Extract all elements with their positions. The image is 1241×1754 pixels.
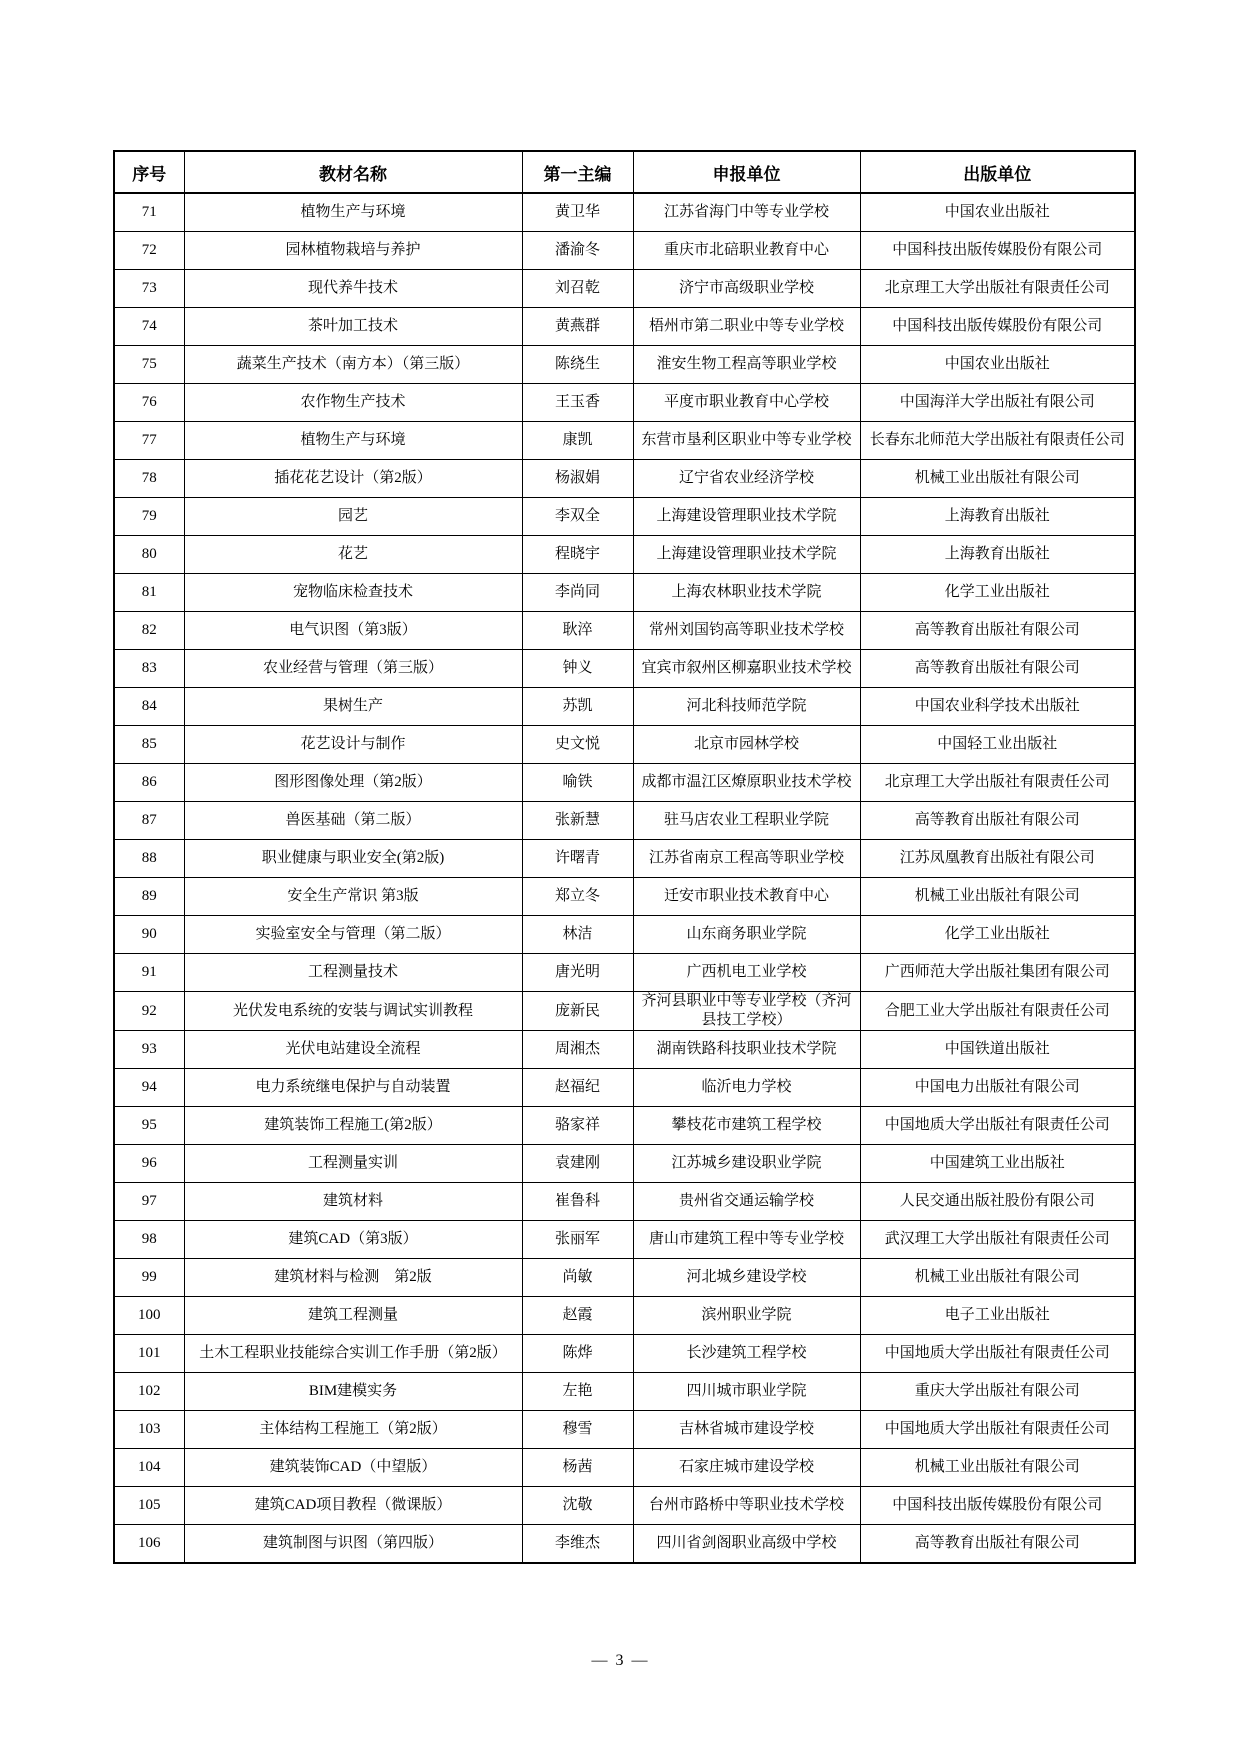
cell-serial-number: 73 [114,270,184,308]
cell-textbook-title: 茶叶加工技术 [184,308,522,346]
table-row [114,650,1135,688]
cell-publisher-unit: 机械工业出版社有限公司 [860,460,1135,498]
cell-chief-editor: 杨茜 [522,1449,633,1487]
cell-serial-number: 106 [114,1525,184,1564]
cell-chief-editor: 喻铁 [522,764,633,802]
table-row [114,1335,1135,1373]
cell-applicant-unit: 北京市园林学校 [633,726,860,764]
table-row [114,270,1135,308]
table-body [114,193,1135,1563]
cell-chief-editor: 程晓宇 [522,536,633,574]
cell-textbook-title: 花艺设计与制作 [184,726,522,764]
cell-applicant-unit: 驻马店农业工程职业学院 [633,802,860,840]
cell-publisher-unit: 中国农业出版社 [860,193,1135,232]
cell-chief-editor: 钟义 [522,650,633,688]
cell-chief-editor: 陈烨 [522,1335,633,1373]
cell-serial-number: 72 [114,232,184,270]
cell-publisher-unit: 江苏凤凰教育出版社有限公司 [860,840,1135,878]
cell-applicant-unit: 平度市职业教育中心学校 [633,384,860,422]
cell-publisher-unit: 中国科技出版传媒股份有限公司 [860,1487,1135,1525]
column-header-publisher: 出版单位 [860,151,1135,193]
cell-applicant-unit: 长沙建筑工程学校 [633,1335,860,1373]
cell-serial-number: 105 [114,1487,184,1525]
cell-applicant-unit: 广西机电工业学校 [633,954,860,992]
cell-chief-editor: 黄燕群 [522,308,633,346]
cell-textbook-title: 现代养牛技术 [184,270,522,308]
cell-applicant-unit: 攀枝花市建筑工程学校 [633,1107,860,1145]
table-row [114,1373,1135,1411]
cell-chief-editor: 庞新民 [522,992,633,1031]
cell-textbook-title: 安全生产常识 第3版 [184,878,522,916]
table-row [114,460,1135,498]
cell-applicant-unit: 河北城乡建设学校 [633,1259,860,1297]
cell-serial-number: 101 [114,1335,184,1373]
table-row [114,1145,1135,1183]
cell-textbook-title: 农业经营与管理（第三版） [184,650,522,688]
cell-chief-editor: 郑立冬 [522,878,633,916]
cell-serial-number: 100 [114,1297,184,1335]
cell-serial-number: 102 [114,1373,184,1411]
cell-chief-editor: 沈敬 [522,1487,633,1525]
cell-chief-editor: 黄卫华 [522,193,633,232]
column-header-applicant: 申报单位 [633,151,860,193]
table-row [114,688,1135,726]
table-row [114,1449,1135,1487]
cell-chief-editor: 王玉香 [522,384,633,422]
cell-serial-number: 95 [114,1107,184,1145]
cell-publisher-unit: 中国科技出版传媒股份有限公司 [860,308,1135,346]
cell-publisher-unit: 机械工业出版社有限公司 [860,878,1135,916]
cell-chief-editor: 陈绕生 [522,346,633,384]
cell-textbook-title: 蔬菜生产技术（南方本）（第三版） [184,346,522,384]
cell-publisher-unit: 高等教育出版社有限公司 [860,1525,1135,1564]
cell-textbook-title: 光伏电站建设全流程 [184,1031,522,1069]
cell-publisher-unit: 中国科技出版传媒股份有限公司 [860,232,1135,270]
table-row [114,1069,1135,1107]
cell-serial-number: 76 [114,384,184,422]
cell-textbook-title: 建筑材料 [184,1183,522,1221]
cell-textbook-title: 果树生产 [184,688,522,726]
cell-serial-number: 92 [114,992,184,1031]
cell-publisher-unit: 中国地质大学出版社有限责任公司 [860,1335,1135,1373]
page-number: — 3 — [591,1652,650,1669]
cell-applicant-unit: 滨州职业学院 [633,1297,860,1335]
cell-chief-editor: 刘召乾 [522,270,633,308]
cell-serial-number: 82 [114,612,184,650]
cell-serial-number: 77 [114,422,184,460]
cell-chief-editor: 赵福纪 [522,1069,633,1107]
cell-serial-number: 97 [114,1183,184,1221]
cell-chief-editor: 袁建刚 [522,1145,633,1183]
cell-chief-editor: 林洁 [522,916,633,954]
cell-publisher-unit: 合肥工业大学出版社有限责任公司 [860,992,1135,1031]
cell-chief-editor: 史文悦 [522,726,633,764]
cell-applicant-unit: 唐山市建筑工程中等专业学校 [633,1221,860,1259]
table-row [114,498,1135,536]
cell-publisher-unit: 武汉理工大学出版社有限责任公司 [860,1221,1135,1259]
cell-applicant-unit: 台州市路桥中等职业技术学校 [633,1487,860,1525]
cell-serial-number: 78 [114,460,184,498]
cell-chief-editor: 尚敏 [522,1259,633,1297]
cell-applicant-unit: 齐河县职业中等专业学校（齐河县技工学校） [633,992,860,1031]
cell-publisher-unit: 长春东北师范大学出版社有限责任公司 [860,422,1135,460]
cell-publisher-unit: 中国地质大学出版社有限责任公司 [860,1107,1135,1145]
cell-applicant-unit: 宜宾市叙州区柳嘉职业技术学校 [633,650,860,688]
column-header-editor: 第一主编 [522,151,633,193]
cell-chief-editor: 苏凯 [522,688,633,726]
cell-textbook-title: 职业健康与职业安全(第2版) [184,840,522,878]
cell-serial-number: 93 [114,1031,184,1069]
cell-serial-number: 81 [114,574,184,612]
cell-applicant-unit: 辽宁省农业经济学校 [633,460,860,498]
table-row [114,1031,1135,1069]
cell-serial-number: 83 [114,650,184,688]
table-row [114,954,1135,992]
cell-publisher-unit: 电子工业出版社 [860,1297,1135,1335]
cell-serial-number: 103 [114,1411,184,1449]
cell-chief-editor: 李尚同 [522,574,633,612]
cell-chief-editor: 穆雪 [522,1411,633,1449]
cell-textbook-title: 建筑制图与识图（第四版） [184,1525,522,1564]
cell-serial-number: 85 [114,726,184,764]
cell-textbook-title: 建筑工程测量 [184,1297,522,1335]
cell-textbook-title: 植物生产与环境 [184,422,522,460]
table-row [114,1297,1135,1335]
cell-publisher-unit: 中国农业科学技术出版社 [860,688,1135,726]
cell-applicant-unit: 四川城市职业学院 [633,1373,860,1411]
cell-applicant-unit: 迁安市职业技术教育中心 [633,878,860,916]
cell-applicant-unit: 石家庄城市建设学校 [633,1449,860,1487]
cell-chief-editor: 赵霞 [522,1297,633,1335]
cell-textbook-title: 宠物临床检查技术 [184,574,522,612]
table-row [114,612,1135,650]
cell-serial-number: 75 [114,346,184,384]
cell-applicant-unit: 江苏省南京工程高等职业学校 [633,840,860,878]
table-row [114,992,1135,1031]
cell-applicant-unit: 湖南铁路科技职业技术学院 [633,1031,860,1069]
cell-publisher-unit: 北京理工大学出版社有限责任公司 [860,270,1135,308]
cell-textbook-title: 工程测量技术 [184,954,522,992]
cell-publisher-unit: 北京理工大学出版社有限责任公司 [860,764,1135,802]
cell-publisher-unit: 中国地质大学出版社有限责任公司 [860,1411,1135,1449]
cell-chief-editor: 唐光明 [522,954,633,992]
table-row [114,574,1135,612]
cell-publisher-unit: 上海教育出版社 [860,498,1135,536]
table-row [114,1487,1135,1525]
cell-serial-number: 84 [114,688,184,726]
cell-applicant-unit: 贵州省交通运输学校 [633,1183,860,1221]
cell-textbook-title: 园林植物栽培与养护 [184,232,522,270]
textbook-approval-table [113,150,1136,1564]
cell-textbook-title: 土木工程职业技能综合实训工作手册（第2版） [184,1335,522,1373]
cell-serial-number: 80 [114,536,184,574]
cell-chief-editor: 许曙青 [522,840,633,878]
cell-textbook-title: 主体结构工程施工（第2版） [184,1411,522,1449]
table-row [114,536,1135,574]
table-row [114,1259,1135,1297]
table-row [114,384,1135,422]
cell-applicant-unit: 上海建设管理职业技术学院 [633,536,860,574]
cell-serial-number: 90 [114,916,184,954]
table-row [114,232,1135,270]
cell-chief-editor: 张新慧 [522,802,633,840]
cell-applicant-unit: 济宁市高级职业学校 [633,270,860,308]
cell-serial-number: 88 [114,840,184,878]
cell-serial-number: 79 [114,498,184,536]
cell-applicant-unit: 梧州市第二职业中等专业学校 [633,308,860,346]
cell-serial-number: 74 [114,308,184,346]
cell-publisher-unit: 机械工业出版社有限公司 [860,1449,1135,1487]
table-header-row [114,151,1135,193]
table-row [114,840,1135,878]
table-row [114,764,1135,802]
column-header-title: 教材名称 [184,151,522,193]
table-row [114,726,1135,764]
table-row [114,1183,1135,1221]
cell-textbook-title: 建筑装饰CAD（中望版） [184,1449,522,1487]
cell-applicant-unit: 东营市垦利区职业中等专业学校 [633,422,860,460]
cell-textbook-title: 电气识图（第3版） [184,612,522,650]
cell-publisher-unit: 人民交通出版社股份有限公司 [860,1183,1135,1221]
cell-textbook-title: 园艺 [184,498,522,536]
cell-applicant-unit: 江苏城乡建设职业学院 [633,1145,860,1183]
cell-applicant-unit: 上海建设管理职业技术学院 [633,498,860,536]
cell-chief-editor: 康凯 [522,422,633,460]
cell-chief-editor: 李双全 [522,498,633,536]
table-row [114,308,1135,346]
cell-applicant-unit: 临沂电力学校 [633,1069,860,1107]
cell-publisher-unit: 上海教育出版社 [860,536,1135,574]
cell-chief-editor: 李维杰 [522,1525,633,1564]
cell-textbook-title: 植物生产与环境 [184,193,522,232]
cell-publisher-unit: 高等教育出版社有限公司 [860,650,1135,688]
cell-serial-number: 89 [114,878,184,916]
cell-applicant-unit: 吉林省城市建设学校 [633,1411,860,1449]
cell-textbook-title: BIM建模实务 [184,1373,522,1411]
cell-applicant-unit: 上海农林职业技术学院 [633,574,860,612]
column-header-no: 序号 [114,151,184,193]
cell-textbook-title: 插花花艺设计（第2版） [184,460,522,498]
cell-applicant-unit: 四川省剑阁职业高级中学校 [633,1525,860,1564]
cell-textbook-title: 光伏发电系统的安装与调试实训教程 [184,992,522,1031]
cell-chief-editor: 崔鲁科 [522,1183,633,1221]
cell-applicant-unit: 重庆市北碚职业教育中心 [633,232,860,270]
cell-applicant-unit: 淮安生物工程高等职业学校 [633,346,860,384]
table-row [114,346,1135,384]
cell-applicant-unit: 江苏省海门中等专业学校 [633,193,860,232]
cell-textbook-title: 工程测量实训 [184,1145,522,1183]
table-row [114,1411,1135,1449]
cell-applicant-unit: 山东商务职业学院 [633,916,860,954]
cell-publisher-unit: 高等教育出版社有限公司 [860,612,1135,650]
cell-publisher-unit: 中国电力出版社有限公司 [860,1069,1135,1107]
cell-publisher-unit: 中国铁道出版社 [860,1031,1135,1069]
cell-applicant-unit: 河北科技师范学院 [633,688,860,726]
table-row [114,193,1135,232]
cell-serial-number: 104 [114,1449,184,1487]
cell-publisher-unit: 中国海洋大学出版社有限公司 [860,384,1135,422]
cell-chief-editor: 周湘杰 [522,1031,633,1069]
cell-serial-number: 71 [114,193,184,232]
cell-chief-editor: 潘渝冬 [522,232,633,270]
cell-serial-number: 94 [114,1069,184,1107]
cell-textbook-title: 图形图像处理（第2版） [184,764,522,802]
cell-applicant-unit: 常州刘国钧高等职业技术学校 [633,612,860,650]
cell-chief-editor: 张丽军 [522,1221,633,1259]
table-row [114,1107,1135,1145]
cell-serial-number: 87 [114,802,184,840]
cell-textbook-title: 建筑CAD项目教程（微课版） [184,1487,522,1525]
cell-textbook-title: 电力系统继电保护与自动装置 [184,1069,522,1107]
table-row [114,878,1135,916]
cell-textbook-title: 建筑装饰工程施工(第2版） [184,1107,522,1145]
cell-publisher-unit: 化学工业出版社 [860,574,1135,612]
cell-chief-editor: 骆家祥 [522,1107,633,1145]
cell-textbook-title: 兽医基础（第二版） [184,802,522,840]
cell-textbook-title: 花艺 [184,536,522,574]
cell-textbook-title: 实验室安全与管理（第二版） [184,916,522,954]
table-row [114,422,1135,460]
table-row [114,1221,1135,1259]
cell-publisher-unit: 广西师范大学出版社集团有限公司 [860,954,1135,992]
cell-publisher-unit: 中国建筑工业出版社 [860,1145,1135,1183]
table-row [114,916,1135,954]
cell-textbook-title: 农作物生产技术 [184,384,522,422]
cell-applicant-unit: 成都市温江区燎原职业技术学校 [633,764,860,802]
cell-publisher-unit: 重庆大学出版社有限公司 [860,1373,1135,1411]
table-row [114,802,1135,840]
cell-textbook-title: 建筑CAD（第3版） [184,1221,522,1259]
cell-chief-editor: 杨淑娟 [522,460,633,498]
cell-chief-editor: 左艳 [522,1373,633,1411]
cell-serial-number: 98 [114,1221,184,1259]
table-row [114,1525,1135,1564]
cell-publisher-unit: 中国轻工业出版社 [860,726,1135,764]
cell-publisher-unit: 高等教育出版社有限公司 [860,802,1135,840]
cell-chief-editor: 耿淬 [522,612,633,650]
cell-serial-number: 91 [114,954,184,992]
cell-serial-number: 86 [114,764,184,802]
cell-serial-number: 99 [114,1259,184,1297]
cell-publisher-unit: 中国农业出版社 [860,346,1135,384]
cell-publisher-unit: 化学工业出版社 [860,916,1135,954]
cell-serial-number: 96 [114,1145,184,1183]
cell-textbook-title: 建筑材料与检测 第2版 [184,1259,522,1297]
cell-publisher-unit: 机械工业出版社有限公司 [860,1259,1135,1297]
